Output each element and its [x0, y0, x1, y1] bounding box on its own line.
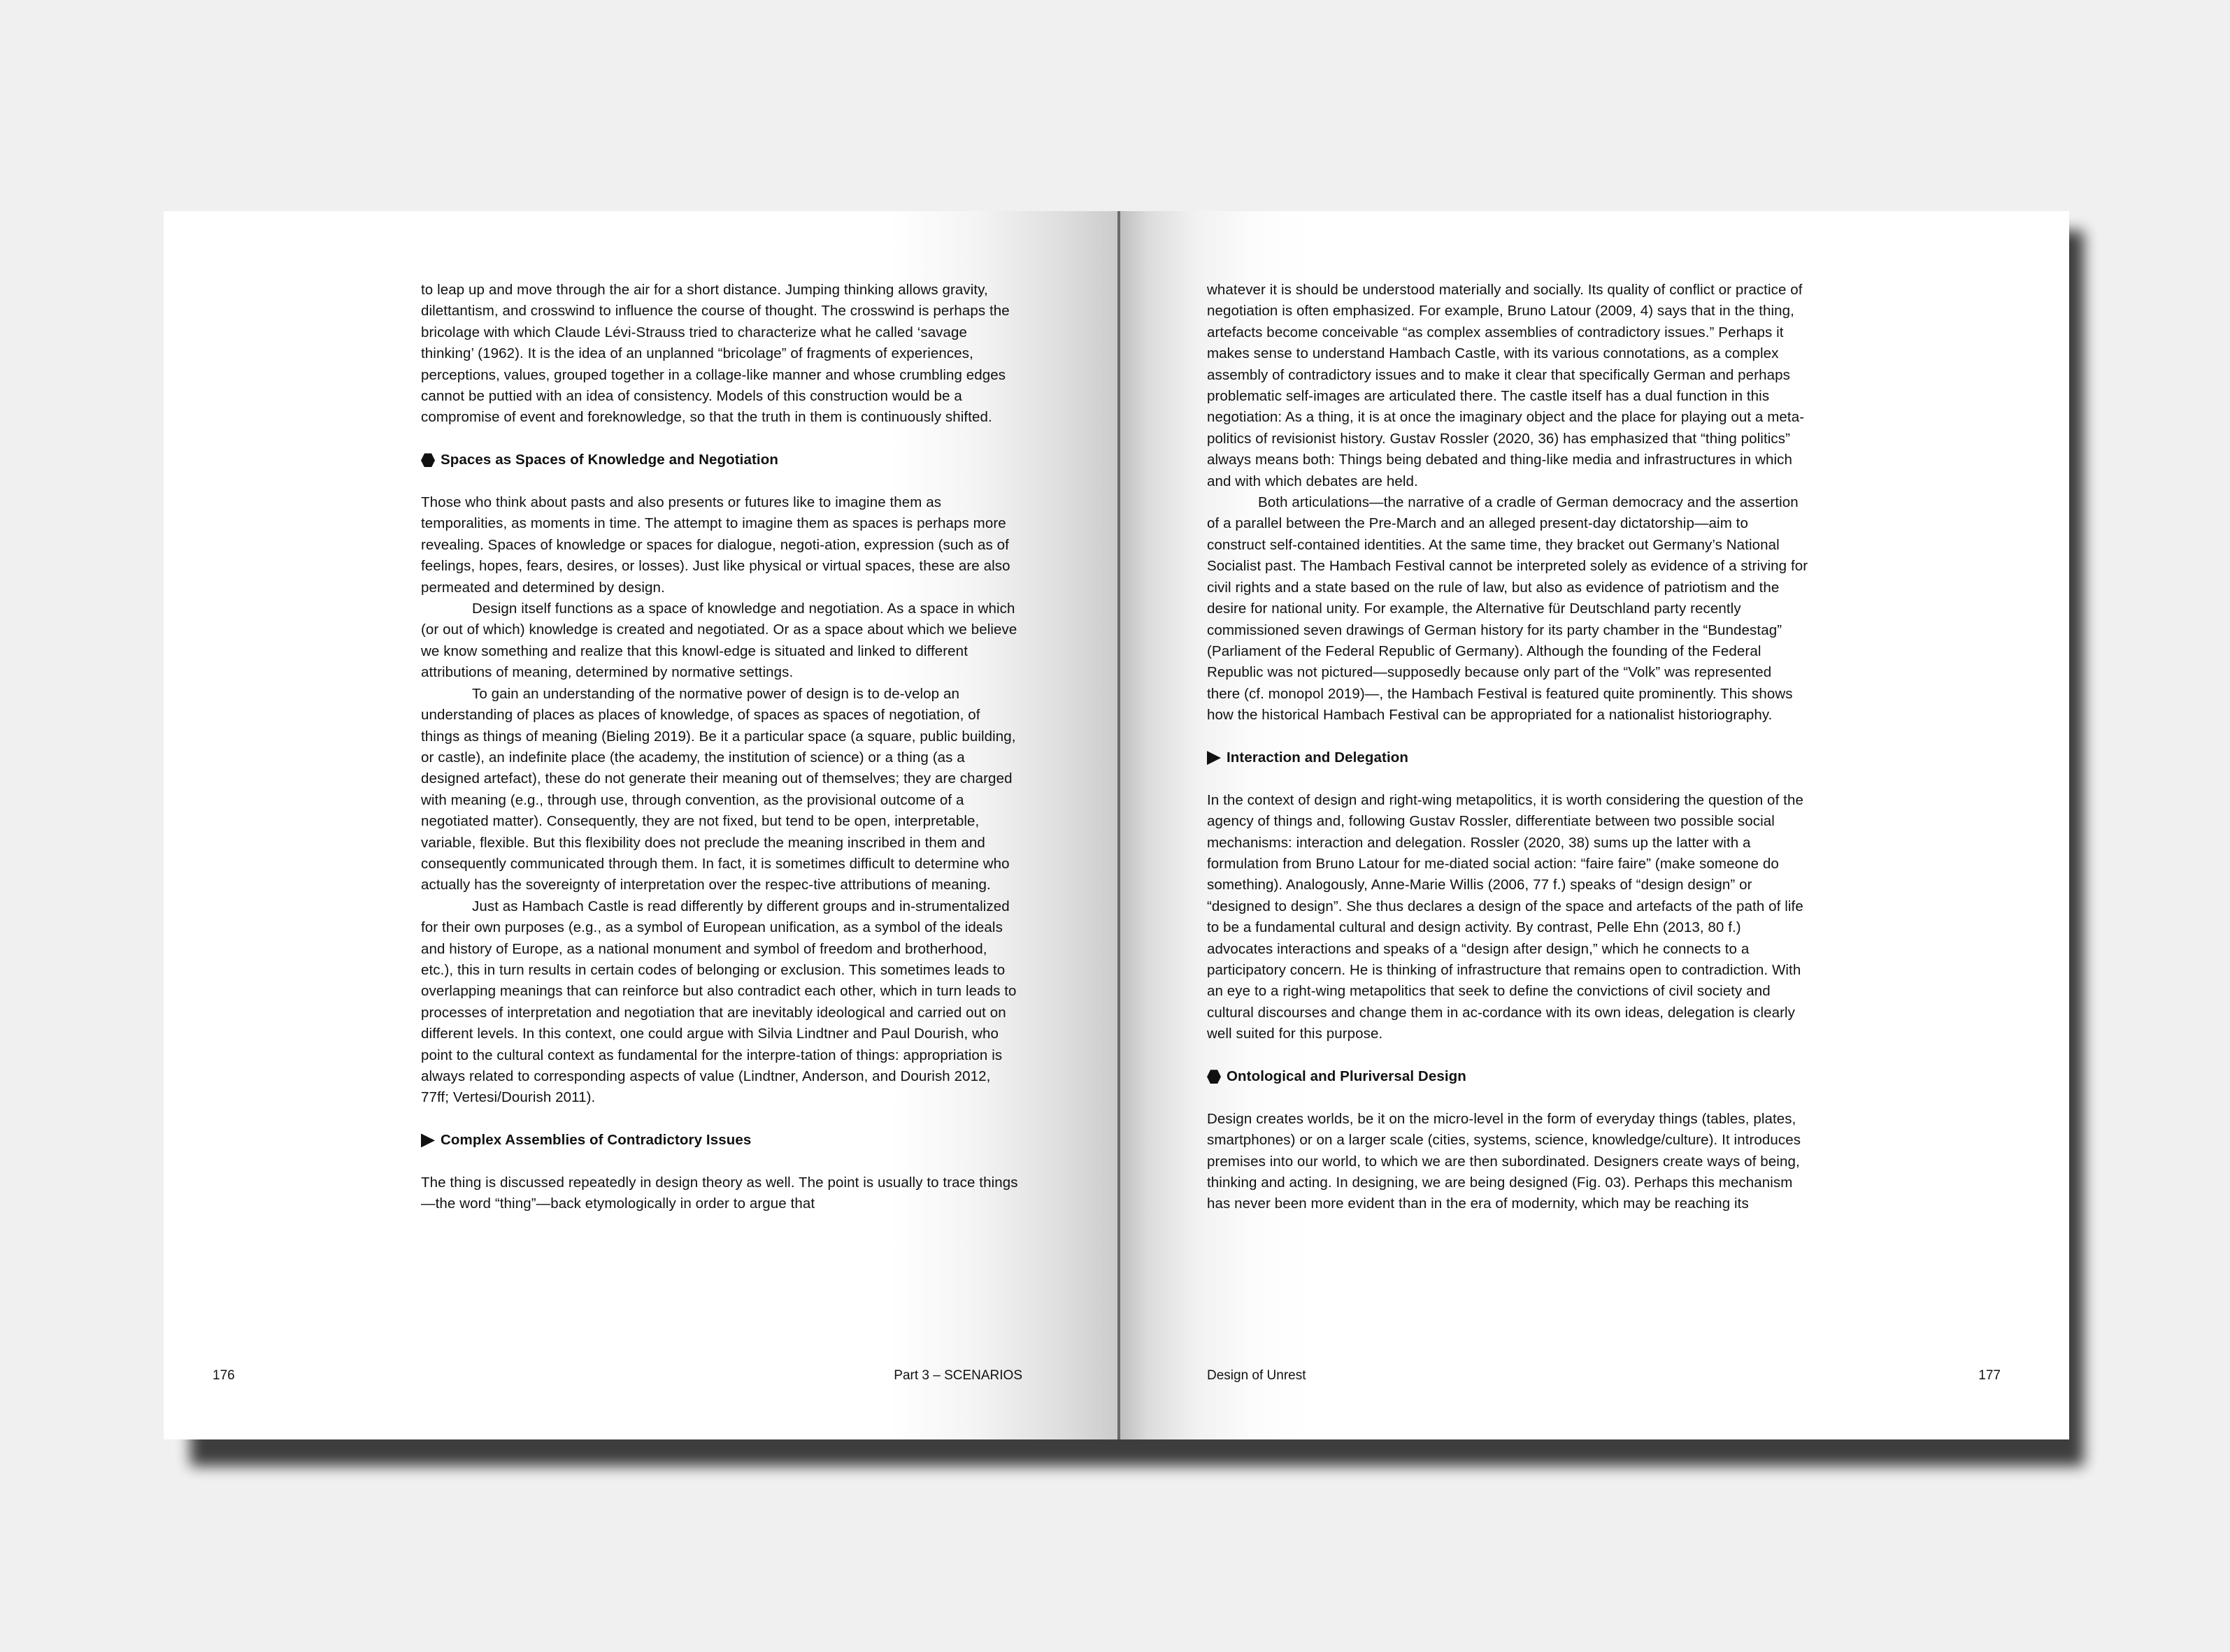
paragraph: To gain an understanding of the normative power of design is to de-velop an understanding of places as places of knowledge, of spaces as spaces of negotiation, of things as things of meaning (Bieling 2019). Be it a particular space (a square, public building, or castle), an indefinite place (the academy, the institution of science) or a thing (as a designed artefact), these do not generate their meaning out of themselves; they are charged with meaning (e.g., through use, through convention, as the provisional outcome of a negotiated matter). Consequently, they are not fixed, but tend to be open, interpretable, variable, flexible. But this flexibility does not preclude the meaning inscribed in them and consequently communicated through them. In fact, it is sometimes difficult to determine who actually has the sovereignty of interpretation over the respec-tive attributions of meaning. [421, 685, 1016, 893]
paragraph: In the context of design and right-wing metapolitics, it is worth considering the question of the agency of things and, following Gustav Rossler, differentiate between two possible social mechanisms: interaction and delegation. Rossler (2020, 38) sums up the latter with a formulation from Bruno Latour for me-diated social action: “faire faire” (make someone do something). Analogously, Anne-Marie Willis (2006, 77 f.) speaks of “design design” or “designed to design”. She thus declares a design of the space and artefacts of the path of life to be a fundamental cultural and design activity. By contrast, Pelle Ehn (2013, 80 f.) advocates interactions and speaks of a “design after design,” which he connects to a participatory concern. He is thinking of infrastructure that remains open to contradiction. With an eye to a right-wing metapolitics that seek to define the convictions of civil society and cultural discourses and change them in ac-cordance with its own ideas, delegation is clearly well suited for this purpose. [1207, 791, 1803, 1042]
paragraph: Design itself functions as a space of knowledge and negotiation. As a space in which (or out of which) knowledge is created and negotiated. Or as a space about which we believe we know something and realize that this knowl-edge is situated and linked to different attributions of meaning, determined by normative settings. [421, 601, 1017, 681]
paragraph: Those who think about pasts and also presents or futures like to imagine them as temporalities, as moments in time. The attempt to imagine them as spaces is perhaps more revealing. Spaces of knowledge or spaces for dialogue, negoti-ation, expression (such as of feelings, hopes, fears, desires, or losses). Just like physical or virtual spaces, these are also permeated and determined by design. [421, 494, 1010, 596]
section-heading-label: Ontological and Pluriversal Design [1227, 1068, 1466, 1084]
paragraph: to leap up and move through the air for a short distance. Jumping thinking allows gravity, dilettantism, and crosswind to influence the course of thought. The crosswind is perhaps the bricolage with which Claude Lévi-Strauss tried to characterize what he called ‘savage thinking’ (1962). It is the idea of an unplanned “bricolage” of fragments of experiences, perceptions, values, grouped together in a collage-like manner and whose crumbling edges cannot be puttied with an idea of consistency. Models of this construction would be a compromise of event and foreknowledge, so that the truth in them is continuously shifted. [421, 282, 1010, 426]
left-page [164, 211, 1120, 1439]
running-head: Design of Unrest [1207, 1368, 1306, 1383]
book-spread [164, 211, 2069, 1439]
right-page [1120, 211, 2069, 1439]
paragraph: Design creates worlds, be it on the micro-level in the form of everyday things (tables, plates, smartphones) or on a larger scale (cities, systems, science, knowledge/culture). It introduces premises into our world, to which we are then subordinated. Designers create ways of being, thinking and acting. In designing, we are being designed (Fig. 03). Perhaps this mechanism has never been more evident than in the era of modernity, which may be reaching its [1207, 1110, 1801, 1212]
book-gutter [1117, 211, 1120, 1439]
paragraph: The thing is discussed repeatedly in design theory as well. The point is usually to trace things—the word “thing”—back etymologically in order to argue that [421, 1175, 1018, 1212]
paragraph: whatever it is should be understood materially and socially. Its quality of conflict or practice of negotiation is often emphasized. For example, Bruno Latour (2009, 4) says that in the thing, artefacts become conceivable “as complex assemblies of contradictory issues.” Perhaps it makes sense to understand Hambach Castle, with its various connotations, as a complex assembly of contradictory issues and to make it clear that specifically German and perhaps problematic self-images are articulated there. The castle itself has a dual function in this negotiation: As a thing, it is at once the imaginary object and the place for playing out a meta-politics of revisionist history. Gustav Rossler (2020, 36) has emphasized that “thing politics” always means both: Things being debated and thing-like media and infrastructures in which and with which debates are held. [1207, 282, 1805, 489]
page-number: 176 [213, 1368, 235, 1383]
paragraph: Just as Hambach Castle is read differently by different groups and in-strumentalized for their own purposes (e.g., as a symbol of European unification, as a symbol of the ideals and history of Europe, as a national monument and symbol of freedom and brotherhood, etc.), this in turn results in certain codes of belonging or exclusion. This sometimes leads to overlapping meanings that can reinforce but also contradict each other, which in turn leads to processes of interpretation and negotiation that are inevitably ideological and carried out on different levels. In this context, one could argue with Silvia Lindtner and Paul Dourish, who point to the cultural context as fundamental for the interpre-tation of things: appropriation is always related to corresponding aspects of value (Lindtner, Anderson, and Dourish 2012, 77ff; Vertesi/Dourish 2011). [421, 898, 1017, 1106]
section-heading [1207, 1066, 1808, 1087]
hexagon-bullet-icon [421, 453, 435, 467]
section-heading-label: Interaction and Delegation [1227, 749, 1409, 766]
running-head: Part 3 – SCENARIOS [894, 1368, 1022, 1383]
triangle-bullet-icon [1207, 751, 1221, 765]
triangle-bullet-icon [421, 1133, 435, 1147]
section-heading [1207, 747, 1808, 768]
section-heading [421, 450, 1022, 471]
section-heading-label: Spaces as Spaces of Knowledge and Negotiation [441, 452, 778, 468]
hexagon-bullet-icon [1207, 1070, 1221, 1084]
paragraph: Both articulations—the narrative of a cradle of German democracy and the assertion of a parallel between the Pre-March and an alleged present-day dictatorship—aim to construct self-contained identities. At the same time, they bracket out Germany’s National Socialist past. The Hambach Festival cannot be interpreted solely as evidence of a striving for civil rights and a state based on the rule of law, but also as evidence of patriotism and the desire for national unity. For example, the Alternative für Deutschland party recently commissioned seven drawings of German history for its party chamber in the “Bundestag” (Parliament of the Federal Republic of Germany). Although the founding of the Federal Republic was not pictured—supposedly because only part of the “Volk” was represented there (cf. monopol 2019)—, the Hambach Festival is featured quite prominently. This shows how the historical Hambach Festival can be appropriated for a nationalist historiography. [1207, 494, 1808, 724]
right-text-column [1207, 280, 1808, 1215]
page-number: 177 [1978, 1368, 2001, 1383]
section-heading [421, 1130, 1022, 1151]
section-heading-label: Complex Assemblies of Contradictory Issues [441, 1132, 752, 1149]
left-text-column [421, 280, 1022, 1215]
